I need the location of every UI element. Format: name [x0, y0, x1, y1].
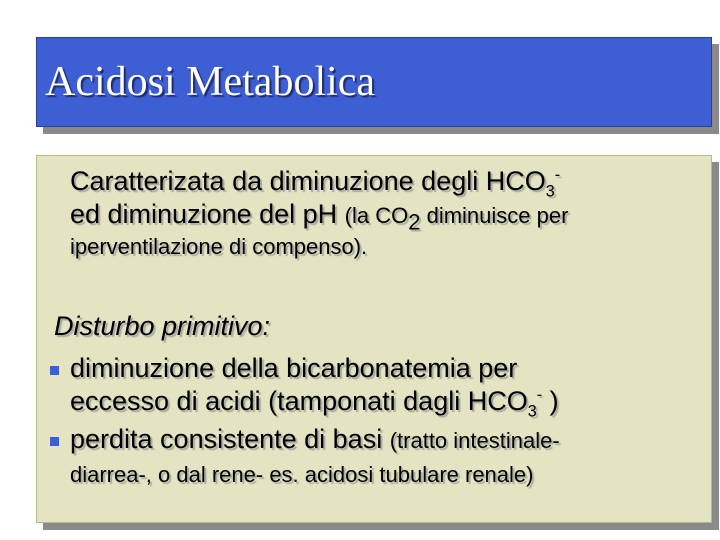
- bullet-2-line-2: diarrea-, o dal rene- es. acidosi tubulare renale): [70, 462, 534, 487]
- primary-heading: Disturbo primitivo:: [54, 311, 271, 341]
- title-box: [36, 37, 712, 127]
- bullet-2-line-1: perdita consistente di basi (tratto intestinale-: [70, 424, 560, 454]
- intro-line-1: Caratterizata da diminuzione degli $HCO_3^-$: [70, 166, 561, 201]
- bullet-square-icon: [50, 366, 59, 375]
- bullet-1-line-1: diminuzione della bicarbonatemia per: [70, 353, 518, 383]
- slide-title: Acidosi Metabolica: [45, 59, 376, 105]
- bullet-square-icon: [50, 437, 59, 446]
- content-box: [36, 155, 712, 523]
- intro-line-2: ed diminuzione del pH (la $CO_2$ diminuisce per: [70, 199, 569, 235]
- intro-line-3: iperventilazione di compenso).: [70, 234, 368, 259]
- bullet-1-line-2: eccesso di acidi (tamponati dagli $HCO_3^-$ ): [70, 386, 559, 421]
